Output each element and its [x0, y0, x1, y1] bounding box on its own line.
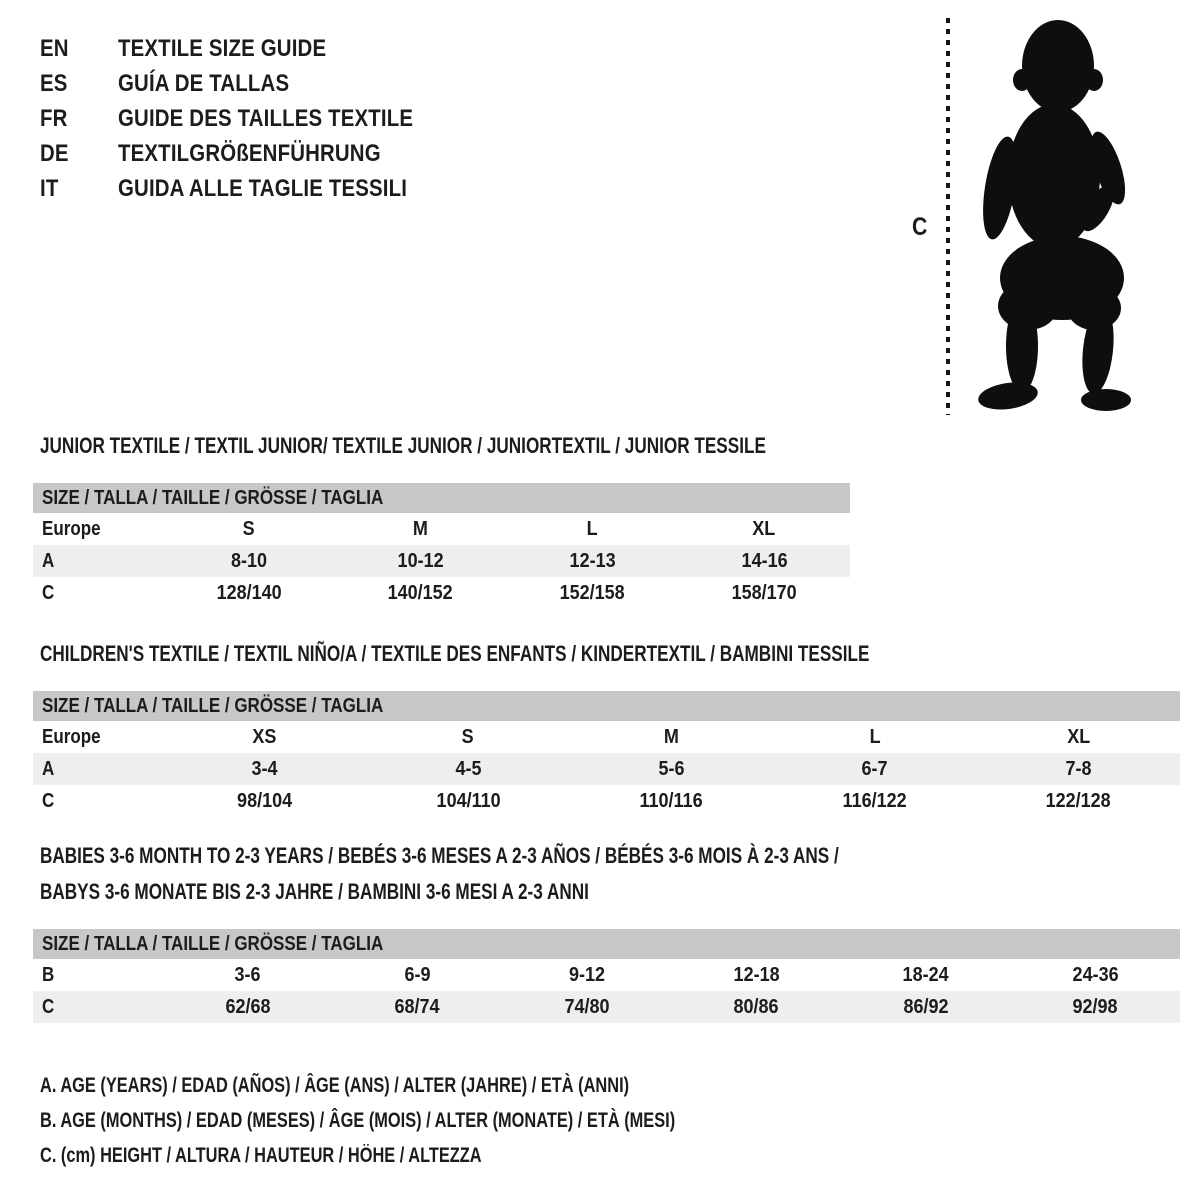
- table-cell: XS: [252, 725, 277, 748]
- table-row: [33, 721, 1180, 753]
- legend-line-height: C. (cm) HEIGHT / ALTURA / HAUTEUR / HÖHE / ALTEZZA: [40, 1143, 482, 1167]
- table-cell: S: [242, 517, 255, 540]
- table-cell: 9-12: [568, 963, 605, 986]
- table-row: [33, 545, 850, 577]
- table-cell: 86/92: [903, 995, 949, 1018]
- table-cell: 140/152: [388, 581, 454, 604]
- children-size-table: [33, 691, 1180, 817]
- language-code: FR: [40, 104, 68, 132]
- table-row: [33, 991, 1180, 1023]
- toddler-silhouette-icon: [970, 16, 1135, 416]
- row-label: A: [42, 757, 55, 780]
- guide-title: GUIDE DES TAILLES TEXTILE: [118, 104, 414, 132]
- table-cell: 158/170: [731, 581, 797, 604]
- height-measure-line: [946, 18, 950, 415]
- section-title-text: JUNIOR TEXTILE / TEXTIL JUNIOR/ TEXTILE JUNIOR / JUNIORTEXTIL / JUNIOR TESSILE: [40, 433, 766, 458]
- table-cell: 5-6: [658, 757, 685, 780]
- language-row: [40, 101, 465, 136]
- table-cell: 3-4: [251, 757, 278, 780]
- size-header-label: SIZE / TALLA / TAILLE / GRÖSSE / TAGLIA: [42, 694, 384, 717]
- guide-title: TEXTILGRÖßENFÜHRUNG: [118, 139, 381, 167]
- table-cell: M: [413, 517, 429, 540]
- guide-title: GUÍA DE TALLAS: [118, 69, 290, 97]
- table-cell: S: [462, 725, 475, 748]
- table-cell: 8-10: [230, 549, 267, 572]
- table-cell: 62/68: [225, 995, 271, 1018]
- table-cell: L: [586, 517, 598, 540]
- table-cell: 14-16: [741, 549, 788, 572]
- table-cell: 92/98: [1072, 995, 1118, 1018]
- table-row: [33, 785, 1180, 817]
- table-cell: XL: [752, 517, 776, 540]
- table-cell: 116/122: [842, 789, 907, 812]
- size-header-label: SIZE / TALLA / TAILLE / GRÖSSE / TAGLIA: [42, 932, 384, 955]
- legend-line-age-years: A. AGE (YEARS) / EDAD (AÑOS) / ÂGE (ANS) / ALTER (JAHRE) / ETÀ (ANNI): [40, 1073, 630, 1097]
- table-cell: 122/128: [1045, 789, 1111, 812]
- language-title-block: [40, 31, 465, 206]
- table-cell: 10-12: [397, 549, 444, 572]
- table-cell: 12-13: [569, 549, 616, 572]
- row-label: A: [42, 549, 55, 572]
- measurement-legend: [40, 1068, 854, 1173]
- section-title-babies: [40, 838, 1064, 910]
- language-code: EN: [40, 34, 69, 62]
- table-cell: 80/86: [733, 995, 779, 1018]
- language-row: [40, 31, 465, 66]
- table-cell: 68/74: [394, 995, 440, 1018]
- size-header-label: SIZE / TALLA / TAILLE / GRÖSSE / TAGLIA: [42, 486, 384, 509]
- language-code: ES: [40, 69, 68, 97]
- table-cell: 110/116: [639, 789, 704, 812]
- table-row: [33, 513, 850, 545]
- table-cell: 12-18: [733, 963, 780, 986]
- section-title-text: BABYS 3-6 MONATE BIS 2-3 JAHRE / BAMBINI 3-6 MESI A 2-3 ANNI: [40, 879, 589, 904]
- table-row: [33, 753, 1180, 785]
- row-label: B: [42, 963, 55, 986]
- section-title-text: BABIES 3-6 MONTH TO 2-3 YEARS / BEBÉS 3-6 MESES A 2-3 AÑOS / BÉBÉS 3-6 MOIS À 2-3 ANS /: [40, 843, 839, 868]
- legend-line-age-months: B. AGE (MONTHS) / EDAD (MESES) / ÂGE (MOIS) / ALTER (MONATE) / ETÀ (MESI): [40, 1108, 676, 1132]
- row-label: C: [42, 789, 55, 812]
- table-cell: 128/140: [216, 581, 282, 604]
- row-label: Europe: [42, 517, 101, 540]
- table-cell: 6-9: [404, 963, 431, 986]
- table-row: [33, 959, 1180, 991]
- table-cell: 7-8: [1065, 757, 1092, 780]
- language-row: [40, 66, 465, 101]
- language-code: IT: [40, 174, 59, 202]
- height-measure-label: C: [912, 213, 928, 241]
- section-title-children: [40, 636, 1103, 672]
- row-label: C: [42, 581, 55, 604]
- table-cell: M: [664, 725, 680, 748]
- babies-size-table: [33, 929, 1180, 1023]
- section-title-text: CHILDREN'S TEXTILE / TEXTIL NIÑO/A / TEXTILE DES ENFANTS / KINDERTEXTIL / BAMBINI TESSILE: [40, 641, 870, 666]
- table-cell: 98/104: [237, 789, 293, 812]
- size-header-bar: [33, 691, 1180, 721]
- table-cell: 104/110: [436, 789, 501, 812]
- guide-title: TEXTILE SIZE GUIDE: [118, 34, 327, 62]
- language-row: [40, 171, 465, 206]
- row-label: Europe: [42, 725, 101, 748]
- language-row: [40, 136, 465, 171]
- table-cell: 152/158: [559, 581, 625, 604]
- size-header-bar: [33, 929, 1180, 959]
- table-cell: 18-24: [902, 963, 949, 986]
- section-title-junior: [40, 428, 971, 464]
- table-cell: 4-5: [455, 757, 482, 780]
- language-code: DE: [40, 139, 69, 167]
- row-label: C: [42, 995, 55, 1018]
- size-header-bar: [33, 483, 850, 513]
- table-cell: 24-36: [1072, 963, 1119, 986]
- table-cell: L: [869, 725, 881, 748]
- table-cell: 74/80: [564, 995, 610, 1018]
- table-cell: 6-7: [861, 757, 888, 780]
- table-cell: 3-6: [234, 963, 261, 986]
- table-row: [33, 577, 850, 609]
- junior-size-table: [33, 483, 850, 609]
- table-cell: XL: [1066, 725, 1090, 748]
- guide-title: GUIDA ALLE TAGLIE TESSILI: [118, 174, 408, 202]
